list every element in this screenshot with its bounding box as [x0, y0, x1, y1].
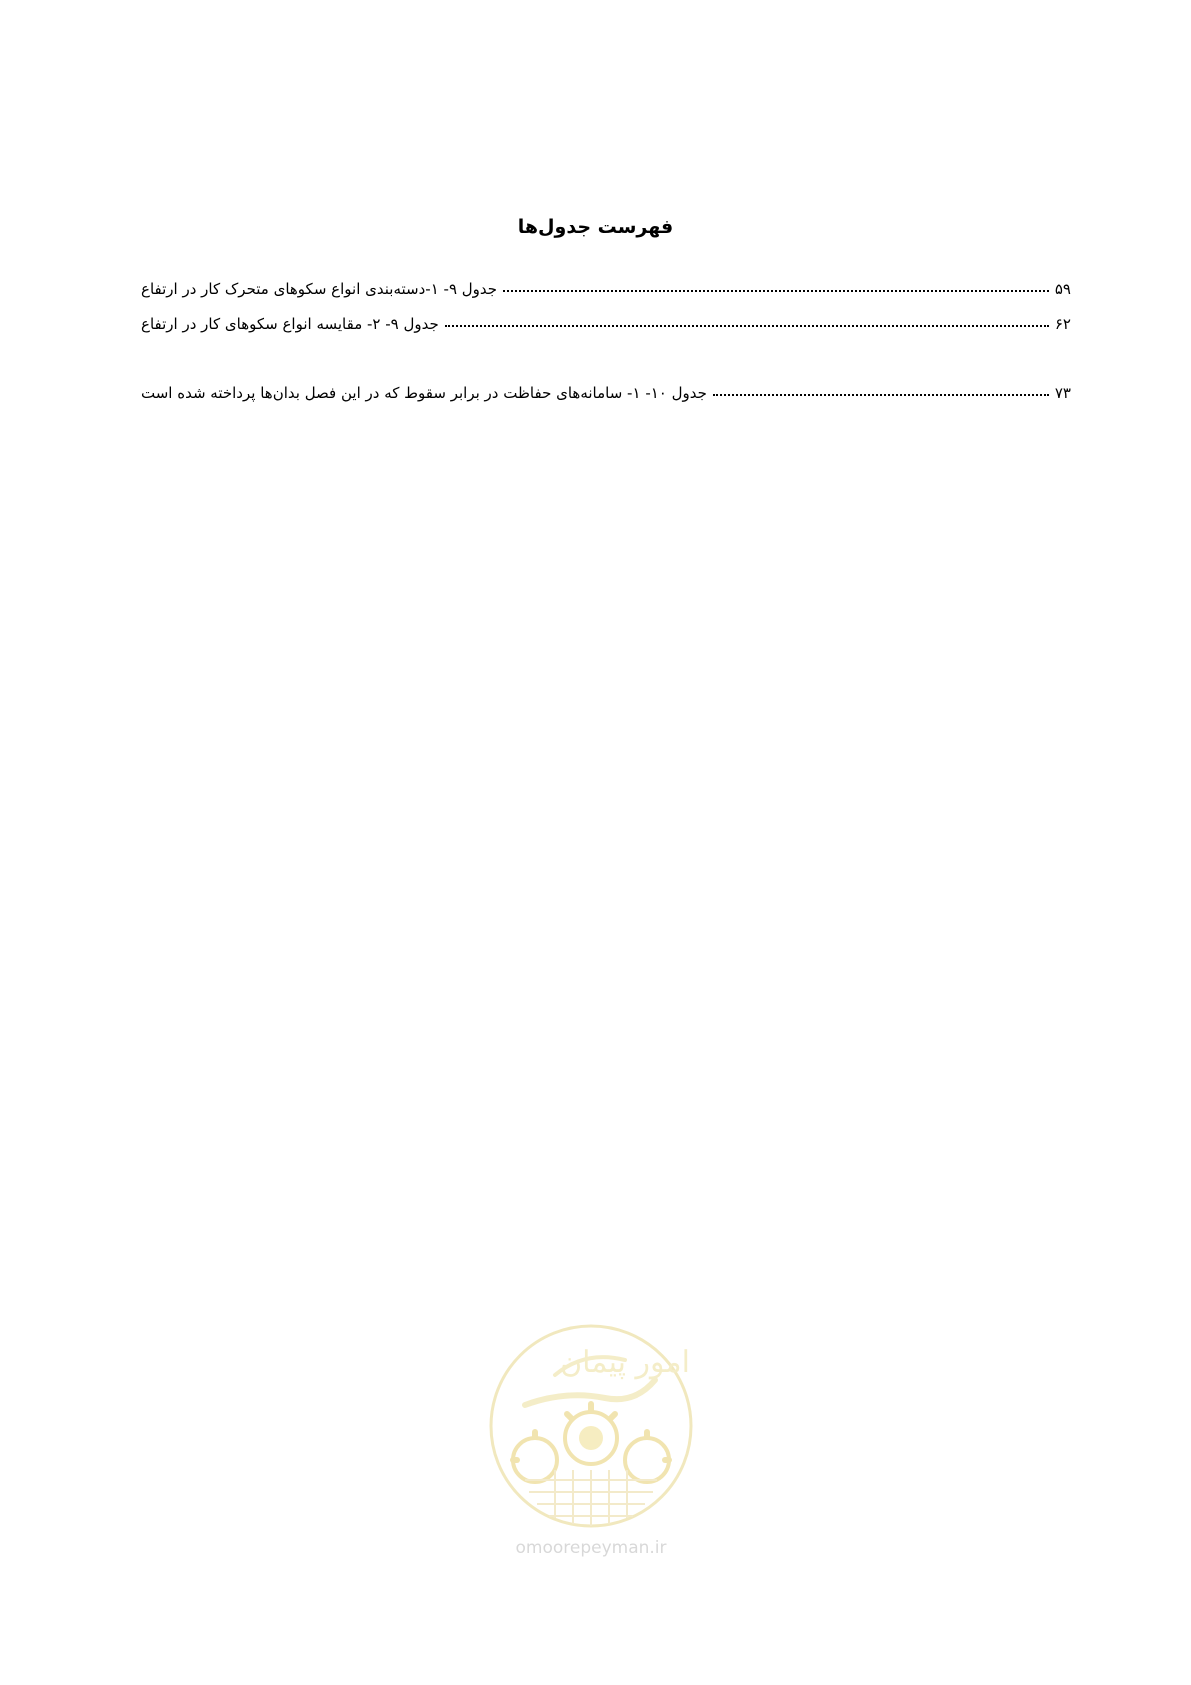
toc-entry-page: ۷۳	[1054, 384, 1071, 402]
toc-entry-label: جدول ۹- ۱-دسته‌بندی انواع سکوهای متحرک کار در ارتفاع	[141, 280, 498, 298]
toc-entry[interactable]	[141, 276, 1071, 302]
watermark	[485, 1320, 697, 1570]
dot-leader	[445, 311, 1049, 329]
toc-entry-label: جدول ۹- ۲- مقایسه انواع سکوهای کار در ارتفاع	[141, 315, 439, 333]
toc-entry-page: ۶۲	[1054, 315, 1071, 333]
watermark-logo-icon	[485, 1320, 697, 1532]
toc-entry-label: جدول ۱۰- ۱- سامانه‌های حفاظت در برابر سقوط که در این فصل بدان‌ها پرداخته شده است	[141, 384, 707, 402]
toc-entry[interactable]	[141, 311, 1071, 337]
dot-leader	[713, 380, 1049, 398]
toc-entry-page: ۵۹	[1054, 280, 1071, 298]
watermark-url: omoorepeyman.ir	[515, 1538, 667, 1558]
page-title: فهرست جدول‌ها	[517, 216, 674, 238]
toc-entry[interactable]	[141, 380, 1071, 406]
dot-leader	[503, 276, 1049, 294]
watermark-logo-text: امور پیمان	[560, 1345, 690, 1380]
